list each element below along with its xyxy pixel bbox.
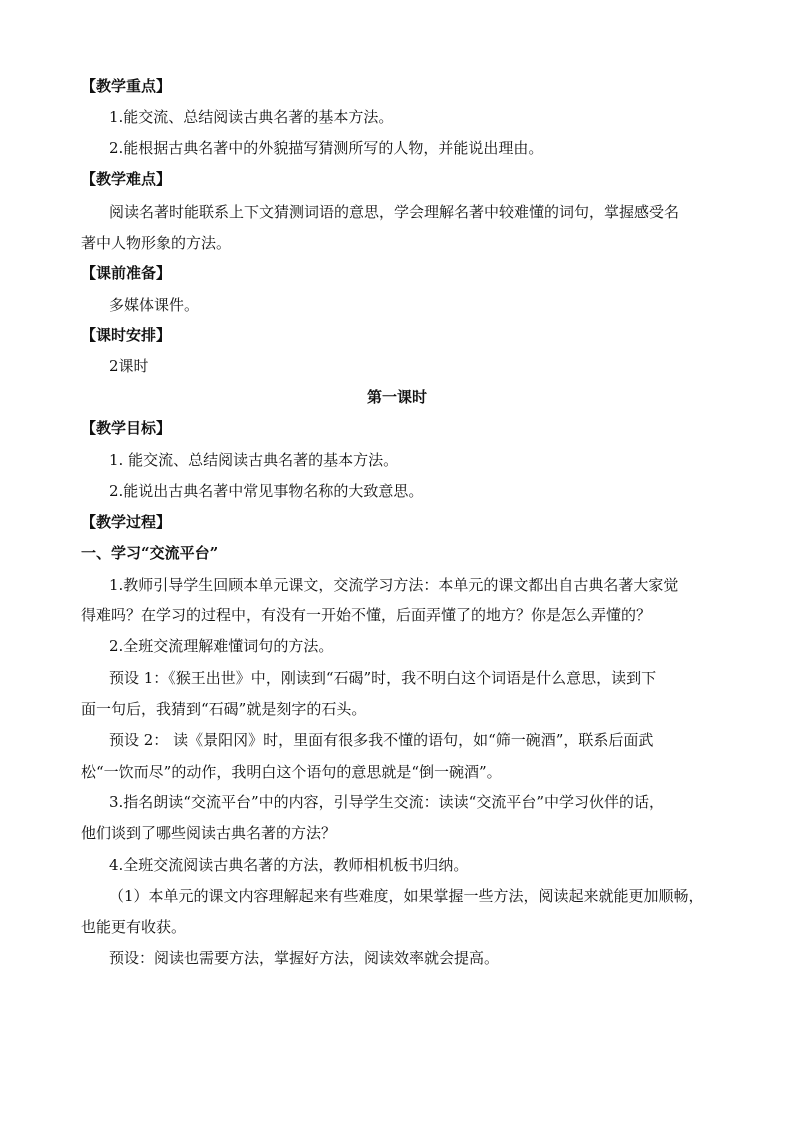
paragraph: 多媒体课件。	[109, 296, 200, 314]
paragraph: 得难吗？在学习的过程中，有没有一开始不懂，后面弄懂了的地方？你是怎么弄懂的？	[81, 606, 652, 624]
paragraph: 1. 能交流、总结阅读古典名著的基本方法。	[109, 451, 399, 469]
section-heading-difficulties: 【教学难点】	[81, 170, 172, 188]
paragraph: 阅读名著时能联系上下文猜测词语的意思，学会理解名著中较难懂的词句，掌握感受名	[109, 203, 680, 221]
section-heading-objectives: 【教学目标】	[81, 419, 172, 437]
paragraph: 1.教师引导学生回顾本单元课文，交流学习方法：本单元的课文都出自古典名著大家觉	[109, 576, 679, 594]
section-heading-process: 【教学过程】	[81, 513, 172, 531]
paragraph: 2.全班交流理解难懂词句的方法。	[109, 637, 334, 655]
paragraph: 预设：阅读也需要方法，掌握好方法，阅读效率就会提高。	[109, 949, 500, 967]
paragraph: 预设 1：《猴王出世》中，刚读到“石碣”时，我不明白这个词语是什么意思，读到下	[109, 669, 657, 687]
paragraph: 面一句后，我猜到“石碣”就是刻字的石头。	[81, 700, 367, 718]
paragraph: 著中人物形象的方法。	[81, 234, 232, 252]
paragraph: 预设 2： 读《景阳冈》时，里面有很多我不懂的语句，如“筛一碗酒”，联系后面武	[109, 731, 654, 749]
paragraph: 也能更有收获。	[81, 918, 187, 936]
paragraph: 2课时	[109, 357, 149, 375]
paragraph: 他们谈到了哪些阅读古典名著的方法？	[81, 824, 337, 842]
lesson-title: 第一课时	[366, 388, 427, 406]
paragraph: 2.能根据古典名著中的外貌描写猜测所写的人物，并能说出理由。	[109, 139, 544, 157]
paragraph: 1.能交流、总结阅读古典名著的基本方法。	[109, 108, 394, 126]
paragraph: 4.全班交流阅读古典名著的方法，教师相机板书归纳。	[109, 856, 469, 874]
paragraph: 3.指名朗读“交流平台”中的内容，引导学生交流：读读“交流平台”中学习伙伴的话，	[109, 793, 664, 811]
section-heading-preparation: 【课前准备】	[81, 264, 172, 282]
subsection-heading: 一、学习“交流平台”	[81, 544, 219, 562]
section-heading-key-points: 【教学重点】	[81, 77, 172, 95]
paragraph: （1）本单元的课文内容理解起来有些难度，如果掌握一些方法，阅读起来就能更加顺畅，	[109, 887, 704, 905]
paragraph: 松“一饮而尽”的动作，我明白这个语句的意思就是“倒一碗酒”。	[81, 763, 502, 781]
section-heading-schedule: 【课时安排】	[81, 326, 172, 344]
paragraph: 2.能说出古典名著中常见事物名称的大致意思。	[109, 482, 424, 500]
